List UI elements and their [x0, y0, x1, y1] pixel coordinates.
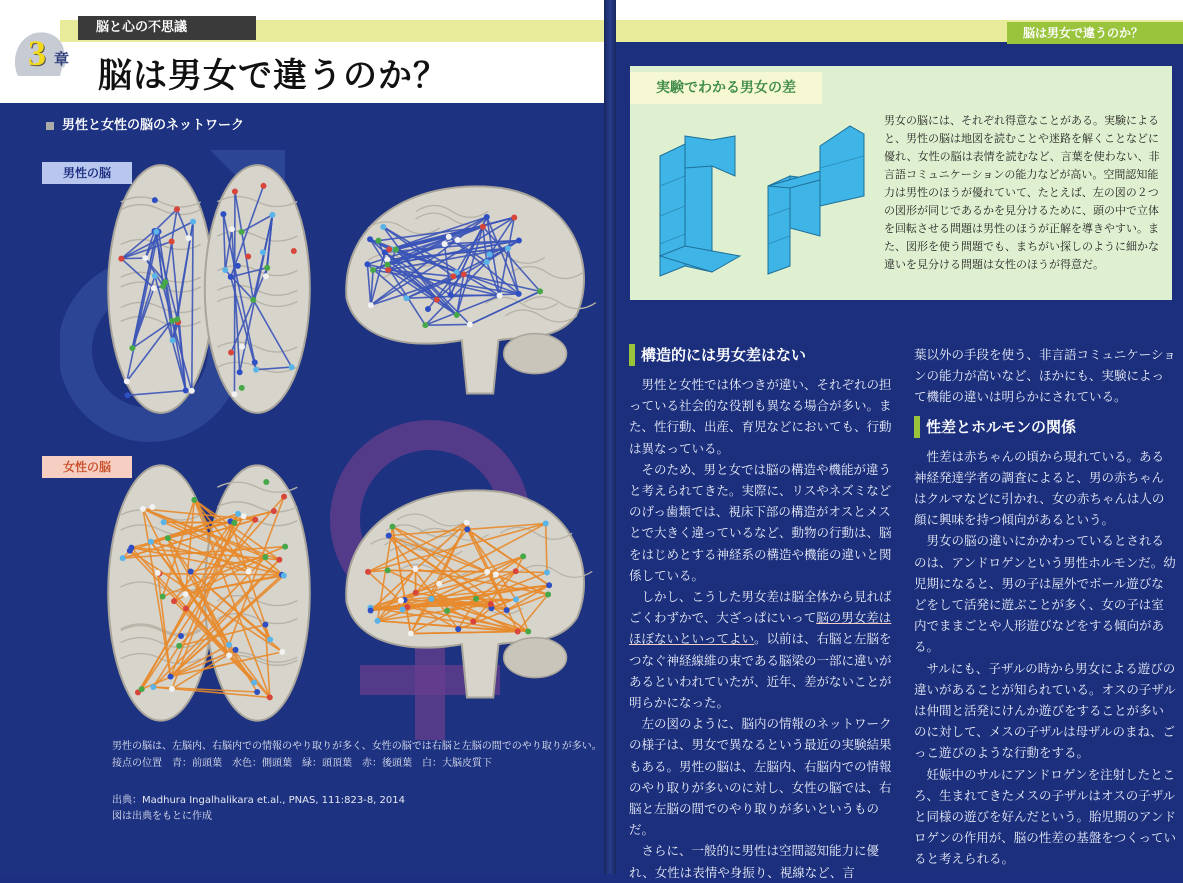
network-node	[142, 255, 148, 261]
network-node	[422, 322, 428, 328]
network-node	[189, 388, 195, 394]
male-brain-side-view	[336, 176, 598, 398]
network-node	[385, 567, 391, 573]
network-node	[152, 273, 158, 279]
network-node	[464, 526, 470, 532]
female-brain-top-view	[104, 460, 314, 726]
network-node	[281, 573, 287, 579]
network-node	[169, 686, 175, 692]
male-brain-label: 男性の脳	[42, 162, 132, 184]
section-heading: 性差とホルモンの関係	[914, 416, 1176, 438]
network-node	[183, 606, 189, 612]
section-heading: 構造的には男女差はない	[629, 344, 895, 366]
network-node	[191, 497, 197, 503]
paragraph: サルにも、子ザルの時から男女による遊びの違いがあることが知られている。オスの子ザルは仲間と活発にけんか遊びをすることが多いのに対して、メスの子ザルは母ザルのまね、ごっこ遊びのような行動をする。	[914, 658, 1176, 764]
network-node	[170, 337, 176, 343]
chapter-label: 章	[54, 48, 69, 69]
network-node	[464, 520, 470, 526]
network-node	[386, 533, 392, 539]
paragraph: そのため、男と女では脳の構造や機能が違うと考えられてきた。実際に、リスやネズミなどのげっ歯類では、視床下部の構造がオスとメスとで大きく違っているなど、動物の行動は、脳をはじめとする神経系の構造や機能の違いと関係している。	[629, 459, 895, 586]
network-node	[467, 321, 473, 327]
network-node	[267, 694, 273, 700]
network-node	[239, 385, 245, 391]
network-node	[516, 291, 522, 297]
network-node	[125, 392, 131, 398]
network-node	[262, 622, 268, 628]
cerebellum	[504, 334, 567, 374]
network-node	[220, 211, 226, 217]
network-node	[188, 568, 194, 574]
network-node	[226, 652, 232, 658]
page-gutter	[604, 0, 616, 874]
network-node	[171, 598, 177, 604]
network-node	[368, 302, 374, 308]
network-node	[129, 345, 135, 351]
network-node	[176, 643, 182, 649]
network-node	[403, 295, 409, 301]
network-node	[375, 238, 381, 244]
network-node	[150, 684, 156, 690]
network-node	[168, 674, 174, 680]
network-node	[515, 628, 521, 634]
network-node	[455, 237, 461, 243]
network-node	[470, 619, 476, 625]
network-node	[428, 596, 434, 602]
network-node	[263, 479, 269, 485]
network-node	[254, 689, 260, 695]
network-node	[252, 517, 258, 523]
network-node	[380, 224, 386, 230]
network-node	[267, 637, 273, 643]
network-node	[261, 183, 267, 189]
figure-source	[112, 793, 602, 825]
network-node	[386, 246, 392, 252]
network-edge	[425, 324, 469, 325]
network-node	[434, 297, 440, 303]
network-node	[544, 569, 550, 575]
network-node	[450, 273, 456, 279]
network-node	[511, 214, 517, 220]
network-node	[271, 508, 277, 514]
network-node	[480, 224, 486, 230]
male-brain-top-view	[104, 160, 314, 418]
network-node	[233, 647, 239, 653]
network-node	[222, 267, 228, 273]
network-node	[484, 214, 490, 220]
network-node	[413, 590, 419, 596]
network-node	[169, 239, 175, 245]
network-node	[473, 596, 479, 602]
network-node	[162, 279, 168, 285]
network-node	[513, 568, 519, 574]
network-node	[253, 367, 259, 373]
figure-caption	[112, 738, 602, 772]
network-node	[235, 511, 241, 517]
network-node	[389, 524, 395, 530]
network-node	[165, 535, 171, 541]
network-node	[226, 642, 232, 648]
paragraph: 左の図のように、脳内の情報のネットワークの様子は、男女で異なるという最近の実験結果もある。男性の脳は、左脳内、右脳内での情報のやり取りが多いのに対し、女性の脳では、右脳と左脳の間でのやり取りが多いというものだ。	[629, 713, 895, 840]
network-node	[516, 237, 522, 243]
network-node	[436, 581, 442, 587]
network-node	[279, 649, 285, 655]
source-citation: 出典：Madhura Ingalhalikara et.al., PNAS, 111:823-8, 2014	[112, 793, 602, 809]
network-node	[368, 607, 374, 613]
network-node	[152, 197, 158, 203]
network-node	[250, 297, 256, 303]
network-node	[446, 234, 452, 240]
network-node	[228, 274, 234, 280]
network-node	[174, 316, 180, 322]
network-node	[393, 246, 399, 252]
paragraph: 葉以外の手段を使う、非言語コミュニケーションの能力が高いなど、ほかにも、実験によって機能の違いは明らかにされている。	[914, 344, 1176, 408]
experiment-title: 実験でわかる男女の差	[630, 72, 822, 104]
network-node	[289, 364, 295, 370]
network-node	[454, 312, 460, 318]
network-node	[139, 686, 145, 692]
network-node	[543, 521, 549, 527]
network-node	[282, 544, 288, 550]
network-node	[239, 344, 245, 350]
network-node	[504, 607, 510, 613]
network-node	[237, 369, 243, 375]
network-node	[444, 608, 450, 614]
network-node	[155, 570, 161, 576]
running-title: 脳は男女で違うのか？	[1007, 22, 1183, 44]
paragraph: さらに、一般的に男性は空間認知能力に優れ、女性は表情や身振り、視線など、言	[629, 840, 895, 882]
article-column-right	[914, 344, 1176, 870]
network-node	[537, 288, 543, 294]
network-node	[546, 582, 552, 588]
network-node	[367, 236, 373, 242]
network-node	[232, 188, 238, 194]
network-node	[178, 633, 184, 639]
network-node	[493, 571, 499, 577]
network-node	[149, 504, 155, 510]
highlighted-phrase: 脳の男女差はほぼないといってよい	[629, 610, 891, 646]
network-node	[231, 520, 237, 526]
caption-legend: 接点の位置 青：前頭葉 水色：側頭葉 緑：頭頂葉 赤：後頭葉 白：大脳皮質下	[112, 755, 602, 772]
network-node	[448, 292, 454, 298]
experiment-text: 男女の脳には、それぞれ得意なことがある。実験によると、男性の脳は地図を読むことや迷路を解くことなどに優れ、女性の脳は表情を読むなど、言葉を使わない、非言語コミュニケーションの能力などが高い。空間認知能力は男性のほうが優れていて、たとえば、左の図の２つの図形が同じであるかを見分けるために、頭の中で立体を回転させる問題は男性のほうが正解を導きやすい。また、図形を使う問題でも、まちがい探しのように細かな違いを見分ける問題は女性のほうが得意だ。	[884, 112, 1166, 274]
network-node	[398, 598, 404, 604]
network-node	[251, 680, 257, 686]
network-node	[161, 519, 167, 525]
series-title: 脳と心の不思議	[78, 16, 256, 40]
network-node	[520, 553, 526, 559]
network-node	[186, 235, 192, 241]
network-node	[118, 256, 124, 262]
network-edge	[164, 522, 235, 523]
network-node	[183, 388, 189, 394]
rotated-blocks-illustration	[650, 116, 872, 286]
figure-section-label: 男性と女性の脳のネットワーク	[46, 114, 244, 133]
network-node	[252, 359, 258, 365]
network-node	[153, 229, 159, 235]
paragraph-text: 。以前は、右脳と左脳をつなぐ神経線維の束である脳梁の一部に違いがあるといわれていたが、近年、差がないことが明らかになった。	[629, 631, 892, 710]
network-node	[148, 539, 154, 545]
network-node	[461, 271, 467, 277]
network-node	[545, 592, 551, 598]
cerebellum	[504, 638, 567, 678]
network-node	[375, 618, 381, 624]
network-node	[484, 569, 490, 575]
network-node	[190, 219, 196, 225]
female-brain-label: 女性の脳	[42, 456, 132, 478]
network-node	[124, 378, 130, 384]
network-node	[400, 607, 406, 613]
female-brain-side-view	[336, 480, 598, 702]
network-node	[408, 631, 414, 637]
paragraph: 妊娠中のサルにアンドロゲンを注射したところ、生まれてきたメスの子ザルはオスの子ザルと同様の遊びを好んだという。胎児期のアンドロゲンの作用が、脳の性差の基盤をつくっていると考えられる。	[914, 764, 1176, 870]
network-node	[488, 601, 494, 607]
network-node	[239, 229, 245, 235]
network-node	[128, 545, 134, 551]
network-node	[235, 263, 241, 269]
paragraph	[629, 586, 895, 713]
network-node	[412, 566, 418, 572]
page-title: 脳は男女で違うのか？	[98, 48, 448, 97]
network-node	[174, 206, 180, 212]
network-node	[291, 248, 297, 254]
network-node	[484, 259, 490, 265]
network-node	[260, 249, 266, 255]
network-node	[140, 506, 146, 512]
network-node	[151, 285, 157, 291]
paragraph: 性差は赤ちゃんの頃から現れている。ある神経発達学者の調査によると、男の赤ちゃんはクルマなどに引かれ、女の赤ちゃんは人の顔に興味を持つ傾向があるという。	[914, 446, 1176, 531]
paragraph: 男性と女性では体つきが違い、それぞれの担っている社会的な役割も異なる場合が多い。また、性行動、出産、育児などにおいても、行動は異なっている。	[629, 374, 895, 459]
caption-line: 男性の脳は、左脳内、右脳内での情報のやり取りが多く、女性の脳では右脳と左脳の間でのやり取りが多い。	[112, 738, 602, 755]
network-node	[160, 593, 166, 599]
network-node	[241, 513, 247, 519]
source-note: 図は出典をもとに作成	[112, 809, 602, 825]
network-node	[263, 273, 269, 279]
network-node	[229, 226, 235, 232]
chapter-number: 3	[28, 32, 46, 74]
network-node	[384, 262, 390, 268]
network-node	[455, 626, 461, 632]
network-node	[442, 241, 448, 247]
network-node	[513, 596, 519, 602]
network-node	[183, 591, 189, 597]
network-node	[425, 306, 431, 312]
network-node	[525, 629, 531, 635]
paragraph: 男女の脳の違いにかかわっているとされるのは、アンドロゲンという男性ホルモンだ。幼児期になると、男の子は屋外でボール遊びなどをして活発に遊ぶことが多く、女の子は室内でままごとや人形遊びなどをする傾向がある。	[914, 530, 1176, 657]
network-node	[264, 265, 270, 271]
network-node	[262, 554, 268, 560]
network-node	[276, 557, 282, 563]
network-node	[228, 350, 234, 356]
network-node	[269, 212, 275, 218]
network-node	[120, 555, 126, 561]
network-node	[246, 568, 252, 574]
network-node	[231, 391, 237, 397]
network-node	[487, 252, 493, 258]
article-column-left	[629, 344, 895, 883]
network-node	[364, 261, 370, 267]
network-node	[370, 267, 376, 273]
network-node	[505, 245, 511, 251]
paragraph-text: しかし、こうした男女差は脳全体から見ればごくわずかで、大ざっぱにいって	[629, 589, 892, 625]
network-node	[497, 293, 503, 299]
network-node	[385, 267, 391, 273]
network-node	[245, 254, 251, 260]
network-node	[365, 569, 371, 575]
network-node	[281, 494, 287, 500]
